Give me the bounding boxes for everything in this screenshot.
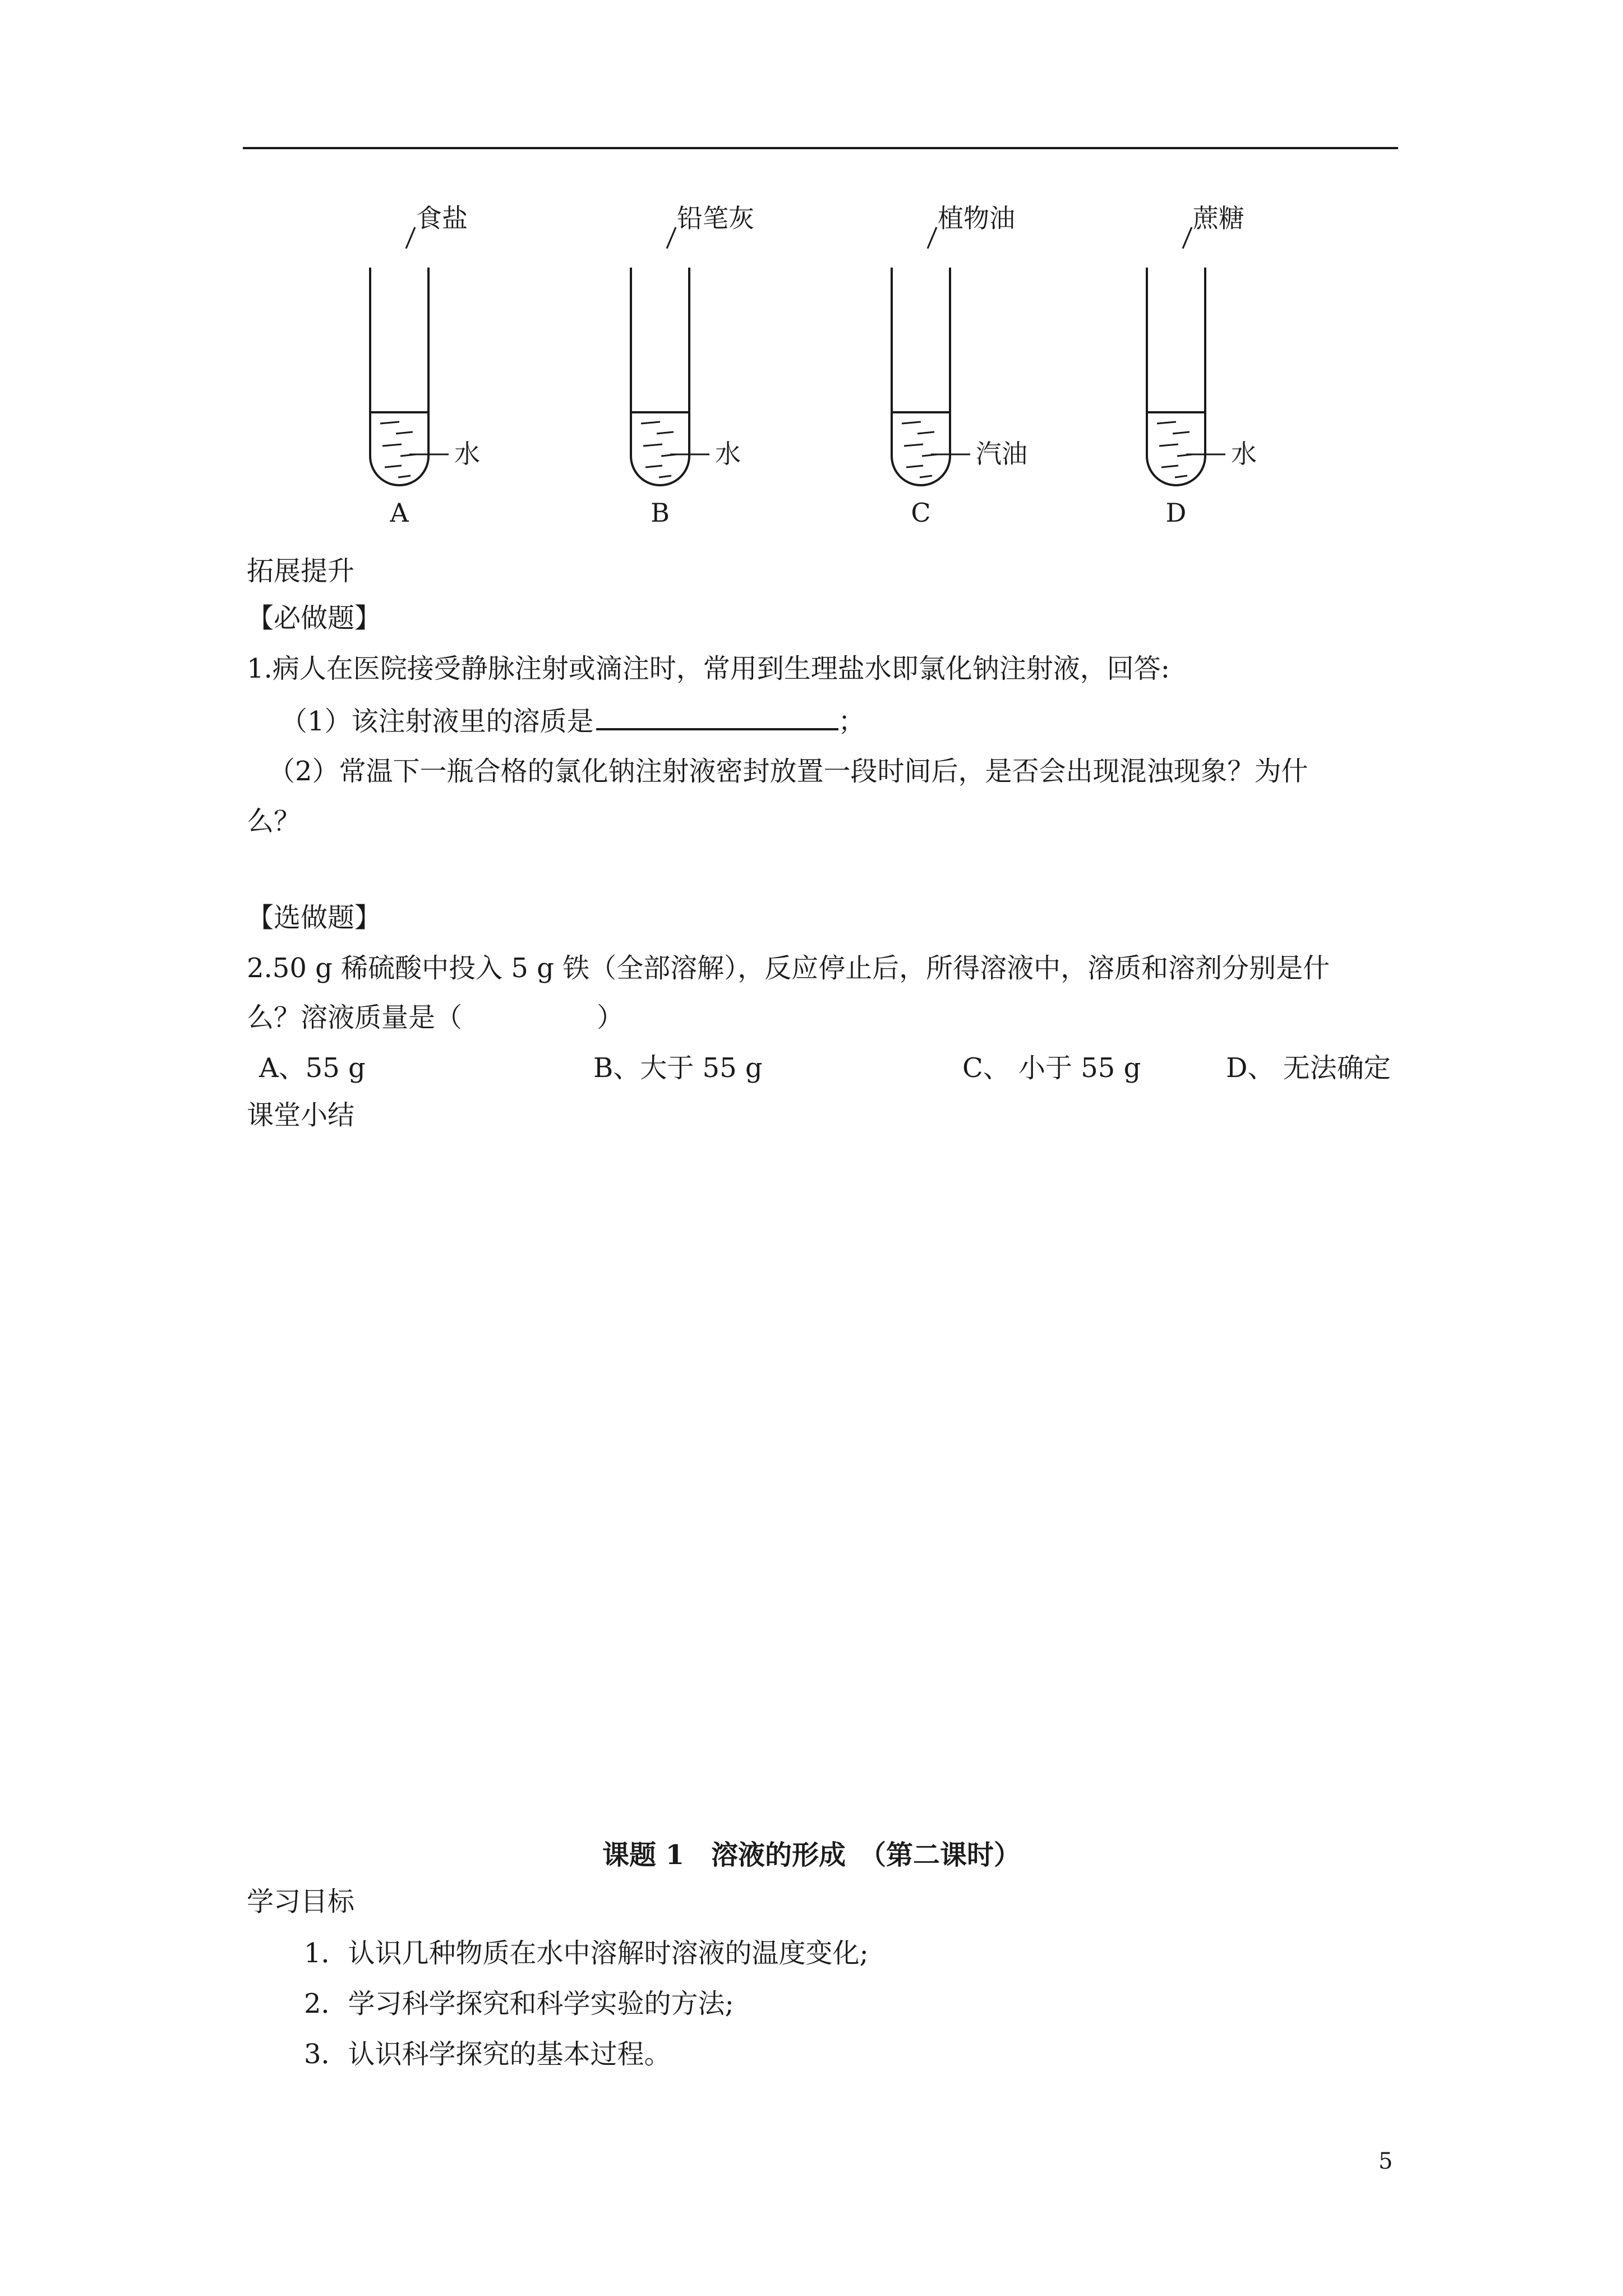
- test-tube: [631, 268, 689, 485]
- question-1-part-1-end: ；: [838, 706, 865, 737]
- tube-letter: C: [911, 498, 931, 528]
- goals-heading: 学习目标: [247, 1886, 355, 1917]
- question-1-part-1: [280, 703, 865, 738]
- liquid-dash: [902, 422, 921, 424]
- answer-blank[interactable]: [596, 703, 838, 730]
- question-1: 1.病人在医院接受静脉注射或滴注时，常用到生理盐水即氯化钠注射液，回答:: [247, 653, 1170, 684]
- liquid-dash: [904, 444, 923, 446]
- test-tube: [370, 268, 428, 485]
- option-a: A、55 g: [259, 1052, 366, 1084]
- tube-letter: A: [390, 498, 409, 528]
- tube-liquid-label: 汽油: [976, 439, 1027, 469]
- goal-item-1: 1．认识几种物质在水中溶解时溶液的温度变化;: [304, 1938, 869, 1969]
- tube-liquid-label: 水: [715, 439, 741, 469]
- option-b: B、大于 55 g: [593, 1052, 763, 1084]
- tube-top-label: 铅笔灰: [677, 203, 754, 233]
- test-tube: [892, 268, 950, 485]
- tube-top-label: 植物油: [938, 203, 1015, 233]
- liquid-dash: [1175, 476, 1187, 477]
- section-summary: 课堂小结: [247, 1099, 355, 1131]
- option-d: D、 无法确定: [1226, 1052, 1391, 1084]
- top-label-pointer: [928, 227, 937, 249]
- liquid-dash: [641, 422, 660, 424]
- question-1-part-2-line-2: 么？: [247, 806, 301, 837]
- liquid-dash: [1159, 444, 1178, 446]
- tube-liquid-label: 水: [454, 439, 480, 469]
- test-tube: [1147, 268, 1205, 485]
- liquid-dash: [917, 432, 934, 434]
- goal-item-3: 3．认识科学探究的基本过程。: [304, 2039, 671, 2070]
- liquid-dash: [1161, 466, 1178, 467]
- liquid-dash: [385, 466, 402, 467]
- liquid-dash: [657, 432, 674, 434]
- liquid-dash: [645, 466, 662, 467]
- section-required: 【必做题】: [247, 602, 382, 634]
- question-1-part-1-text: （1）该注射液里的溶质是: [280, 706, 594, 737]
- liquid-dash: [643, 444, 662, 446]
- tube-letter: D: [1165, 498, 1187, 528]
- test-tube-diagram: [314, 199, 1324, 541]
- tube-letter: B: [651, 498, 670, 528]
- tube-top-label: 食盐: [416, 203, 468, 233]
- top-label-pointer: [406, 227, 415, 249]
- test-tube-figure: [314, 199, 1324, 541]
- goal-item-2: 2．学习科学探究和科学实验的方法;: [304, 1988, 734, 2019]
- header-rule: [243, 147, 1398, 149]
- liquid-dash: [396, 432, 413, 434]
- page-number: 5: [1378, 2148, 1393, 2174]
- tube-top-label: 蔗糖: [1193, 203, 1244, 233]
- question-2-line-1: 2.50 g 稀硫酸中投入 5 g 铁（全部溶解），反应停止后，所得溶液中，溶质和溶剂分别是什: [247, 953, 1330, 984]
- top-label-pointer: [667, 227, 676, 249]
- question-2-line-2: 么？溶液质量是（ ）: [247, 1002, 624, 1033]
- liquid-dash: [659, 476, 671, 477]
- lesson-title: 课题 1 溶液的形成 （第二课时）: [602, 1839, 1021, 1871]
- question-1-part-2-line-1: （2）常温下一瓶合格的氯化钠注射液密封放置一段时间后，是否会出现混浊现象？为什: [268, 756, 1308, 787]
- tube-liquid-label: 水: [1231, 439, 1257, 469]
- option-c: C、 小于 55 g: [962, 1052, 1141, 1084]
- liquid-dash: [1157, 422, 1176, 424]
- liquid-dash: [1173, 432, 1189, 434]
- section-optional: 【选做题】: [247, 902, 382, 933]
- section-extension: 拓展提升: [247, 555, 355, 587]
- top-label-pointer: [1183, 227, 1192, 249]
- liquid-dash: [920, 476, 932, 477]
- liquid-dash: [398, 476, 411, 477]
- liquid-dash: [380, 422, 399, 424]
- liquid-dash: [382, 444, 402, 446]
- liquid-dash: [906, 466, 923, 467]
